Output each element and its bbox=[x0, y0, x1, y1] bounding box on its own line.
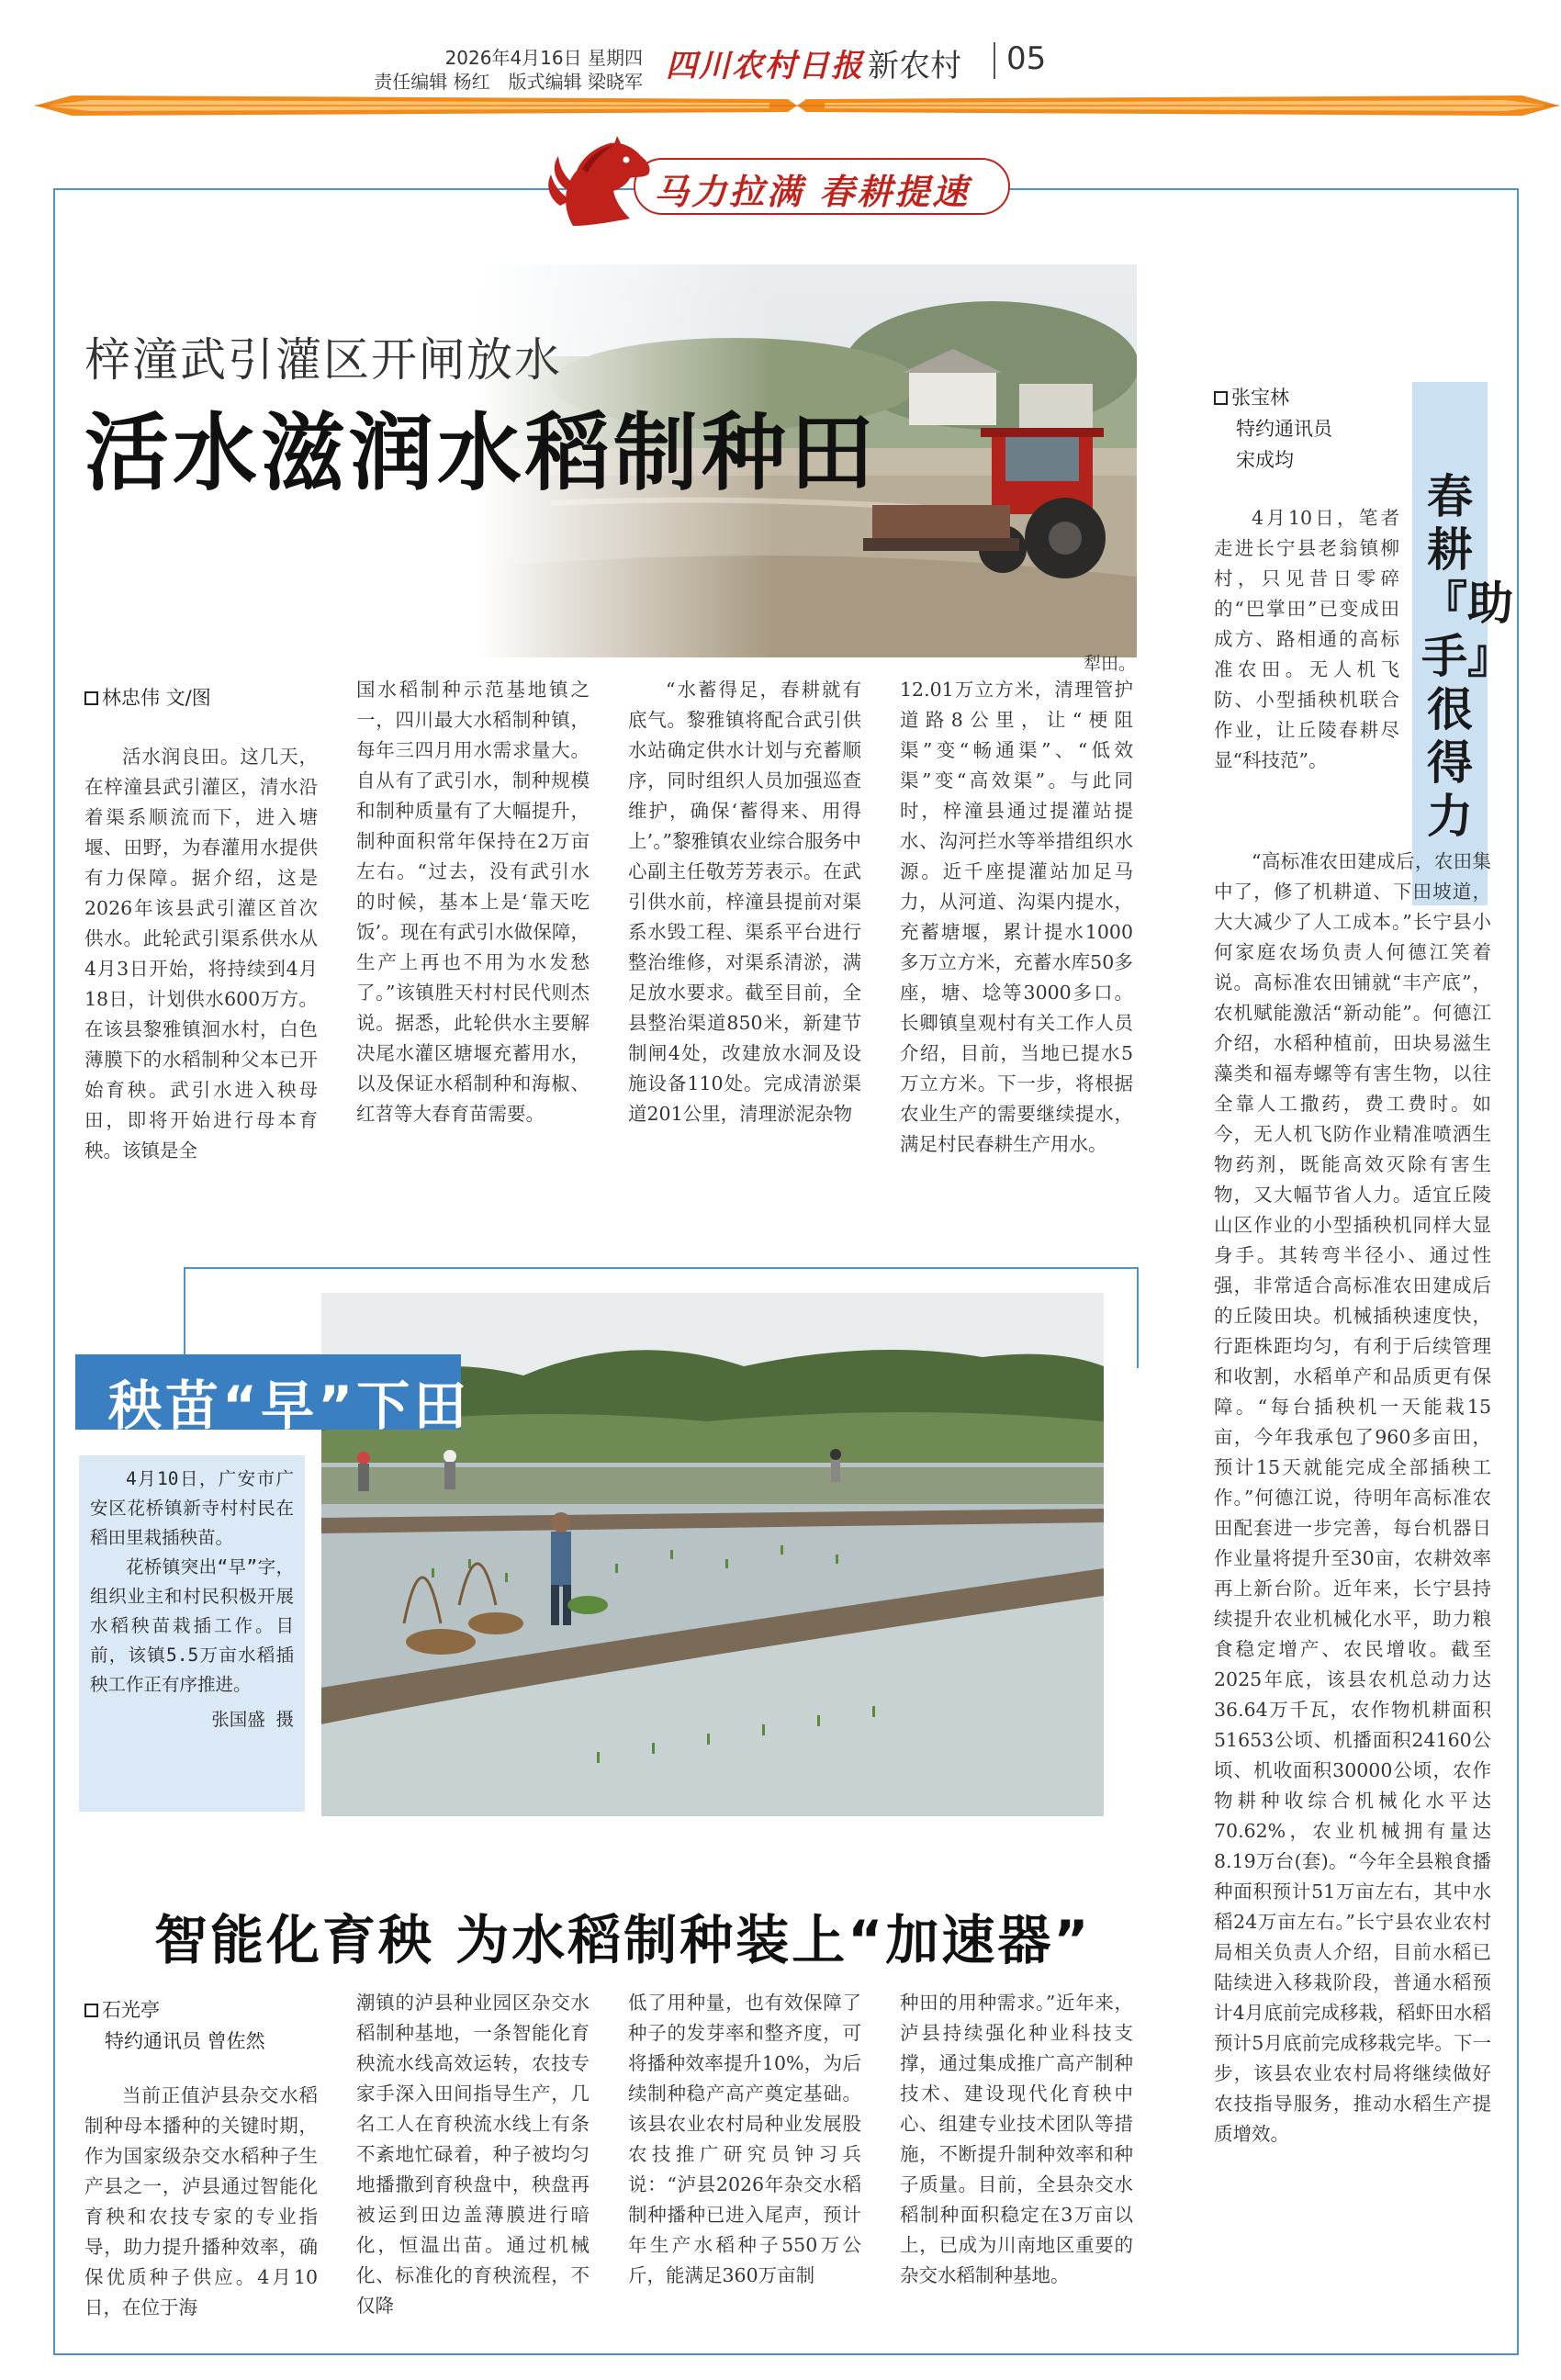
byline-author: 林忠伟 文/图 bbox=[102, 687, 211, 709]
paragraph: 当前正值泸县杂交水稻制种母本播种的关键时期，作为国家级杂交水稻种子生产县之一，泸县通过智能化育秧和农技专家的专业指导，助力提升播种效率，确保优质种子供应。4月10日，在位于海 bbox=[84, 2084, 318, 2318]
paragraph: 活水润良田。这几天，在梓潼县武引灌区，清水沿着渠系顺流而下，进入塘堰、田野，为春灌用水提供有力保障。据介绍，这是2026年该县武引灌区首次供水。此轮武引渠系供水从4月3日开始，将持续到4月18日，计划供水600万方。在该县黎雅镇洄水村，白色薄膜下的水稻制种父本已开始育秧。武引水进入秧母田，即将开始进行母本育秧。该镇是全 bbox=[84, 746, 318, 1162]
issue-date: 2026年4月16日 星期四 bbox=[444, 47, 643, 69]
sidebar-title: 春耕『助手』很得力 bbox=[1421, 470, 1513, 843]
banner-title: 马力拉满 春耕提速 bbox=[654, 172, 971, 212]
paragraph: 4月10日，笔者走进长宁县老翁镇柳村，只见昔日零碎的“巴掌田”已变成田成方、路相通的高标准农田。无人机飞防、小型插秧机联合作业，让丘陵春耕尽显“科技范”。 bbox=[1214, 507, 1399, 771]
article2-title: 智能化育秧 为水稻制种装上“加速器” bbox=[154, 1909, 1092, 1971]
sidebar-column-top bbox=[1214, 503, 1399, 847]
article2-byline bbox=[84, 1994, 265, 2057]
paragraph: 种田的用种需求。”近年来，泸县持续强化种业科技支撑，通过集成推广高产制种技术、建设现代化育秧中心、组建专业技术团队等措施，不断提升制种效率和种子质量。目前，全县杂交水稻制种面积稳定在3万亩以上，已成为川南地区重要的杂交水稻制种基地。 bbox=[900, 1992, 1133, 2286]
article1-subtitle: 梓潼武引灌区开闸放水 bbox=[84, 333, 562, 387]
caption-paragraph: 花桥镇突出“早”字，组织业主和村民积极开展水稻秧苗栽插工作。目前，该镇5.5万亩水稻插秧工作正有序推进。 bbox=[90, 1556, 294, 1695]
article2-column-1 bbox=[84, 2081, 318, 2338]
masthead-meta bbox=[303, 46, 643, 94]
article1-byline bbox=[84, 683, 211, 711]
feature-rule bbox=[184, 1267, 185, 1359]
paragraph: 低了用种量，也有效保障了种子的发芽率和整齐度，可将播种效率提升10%，为后续制种稳产高产奠定基础。该县农业农村局种业发展股农技推广研究员钟习兵说：“泸县2026年杂交水稻制种播种已进入尾声，预计年生产水稻种子550万公斤，能满足360万亩制 bbox=[628, 1992, 861, 2286]
newspaper-logo: 四川农村日报 bbox=[666, 48, 864, 84]
article1-column-1 bbox=[84, 742, 318, 1218]
article1-column-3 bbox=[628, 675, 861, 1218]
feature-caption-box bbox=[79, 1455, 305, 1812]
article1-column-2 bbox=[356, 675, 590, 1218]
feature-title: 秧苗“早”下田 bbox=[108, 1375, 471, 1437]
feature-rule bbox=[184, 1267, 1139, 1269]
sidebar-column-main bbox=[1214, 847, 1491, 2334]
horse-head-icon bbox=[545, 134, 656, 235]
byline-author-2: 宋成均 bbox=[1236, 449, 1294, 471]
article2-column-3 bbox=[628, 1988, 861, 2338]
feature-rule bbox=[1137, 1267, 1139, 1368]
byline-author: 张宝林 bbox=[1231, 387, 1289, 409]
article2-column-4 bbox=[900, 1988, 1133, 2338]
caption-paragraph: 4月10日，广安市广安区花桥镇新寺村村民在稻田里栽插秧苗。 bbox=[90, 1468, 294, 1548]
byline-author: 石光亭 bbox=[102, 1999, 160, 2021]
byline-role: 特约通讯员 bbox=[1236, 418, 1332, 440]
editor-credits: 责任编辑 杨红 版式编辑 梁晓军 bbox=[374, 71, 643, 93]
section-name: 新农村 bbox=[868, 48, 961, 84]
paragraph: “高标准农田建成后，农田集中了，修了机耕道、下田坡道，大大减少了人工成本。”长宁县小何家庭农场负责人何德江笑着说。高标准农田铺就“丰产底”，农机赋能激活“新动能”。何德江介绍，水稻种植前，田块易滋生藻类和福寿螺等有害生物，以往全靠人工撒药，费工费时。如今，无人机飞防作业精准喷洒生物药剂，既能高效灭除有害生物，又大幅节省人力。适宜丘陵山区作业的小型插秧机同样大显身手。其转弯半径小、通过性强，非常适合高标准农田建成后的丘陵田块。机械插秧速度快，行距株距均匀，有利于后续管理和收割，水稻单产和品质更有保障。“每台插秧机一天能栽15亩，今年我承包了960多亩田，预计15天就能完成全部插秧工作。”何德江说，待明年高标准农田配套进一步完善，每台机器日作业量将提升至30亩，农耕效率再上新台阶。近年来，长宁县持续提升农业机械化水平，助力粮食稳定增产、农民增收。截至2025年底，该县农机总动力达36.64万千瓦，农作物机耕面积51653公顷、机播面积24160公顷、机收面积30000公顷，农作物耕种收综合机械化水平达70.62%，农业机械拥有量达8.19万台(套)。“今年全县粮食播种面积预计51万亩左右，其中水稻24万亩左右。”长宁县农业农村局相关负责人介绍，目前水稻已陆续进入移栽阶段，普通水稻预计4月底前完成移栽，稻虾田水稻预计5月底前完成移栽完毕。下一步，该县农业农村局将继续做好农技指导服务，推动水稻生产提质增效。 bbox=[1214, 850, 1491, 2145]
article1-title: 活水滋润水稻制种田 bbox=[84, 404, 879, 502]
sidebar-byline bbox=[1214, 382, 1332, 476]
paragraph: “水蓄得足，春耕就有底气。黎雅镇将配合武引供水站确定供水计划与充蓄顺序，同时组织人员加强巡查维护，确保‘蓄得来、用得上’。”黎雅镇农业综合服务中心副主任敬芳芳表示。在武引供水前，梓潼县提前对渠系水毁工程、渠系平台进行整治维修，对渠系清淤，满足放水要求。截至目前，全县整治渠道850米，新建节制闸4处，改建放水洞及设施设备110处。完成清淤渠道201公里，清理淤泥杂物 bbox=[628, 679, 861, 1125]
byline-square-icon bbox=[84, 691, 98, 705]
decorative-header-band bbox=[35, 92, 1559, 119]
photo-credit: 张国盛 摄 bbox=[211, 1709, 294, 1730]
article2-column-2 bbox=[356, 1988, 590, 2338]
masthead-divider bbox=[994, 42, 995, 79]
photo-caption: 犁田。 bbox=[1084, 654, 1137, 674]
paragraph: 国水稻制种示范基地镇之一，四川最大水稻制种镇，每年三四月用水需求量大。自从有了武引水，制种规模和制种质量有了大幅提升，制种面积常年保持在2万亩左右。“过去，没有武引水的时候，基本上是‘靠天吃饭’。现在有武引水做保障，生产上再也不用为水发愁了。”该镇胜天村村民代则杰说。据悉，此轮供水主要解决尾水灌区塘堰充蓄用水，以及保证水稻制种和海椒、红苕等大春育苗需要。 bbox=[356, 679, 590, 1125]
paragraph: 潮镇的泸县种业园区杂交水稻制种基地，一条智能化育秧流水线高效运转，农技专家手深入田间指导生产，几名工人在育秧流水线上有条不紊地忙碌着，种子被均匀地播撒到育秧盘中，秧盘再被运到田边盖薄膜进行暗化，恒温出苗。通过机械化、标准化的育秧流程，不仅降 bbox=[356, 1992, 590, 2317]
page-number: 05 bbox=[1006, 40, 1047, 77]
byline-square-icon bbox=[84, 2004, 98, 2017]
article1-column-4 bbox=[900, 675, 1133, 1218]
byline-role: 特约通讯员 曾佐然 bbox=[105, 2030, 265, 2052]
paragraph: 12.01万立方米，清理管护道路8公里，让“梗阻渠”变“畅通渠”、“低效渠”变“高效渠”。与此同时，梓潼县通过提灌站提水、沟河拦水等举措组织水源。近千座提灌站加足马力，从河道、沟渠内提水，充蓄塘堰，累计提水1000多万立方米，充蓄水库50多座，塘、埝等3000多口。长卿镇皇观村有关工作人员介绍，目前，当地已提水5万立方米。下一步，将根据农业生产的需要继续提水，满足村民春耕生产用水。 bbox=[900, 679, 1133, 1155]
byline-square-icon bbox=[1214, 391, 1228, 405]
